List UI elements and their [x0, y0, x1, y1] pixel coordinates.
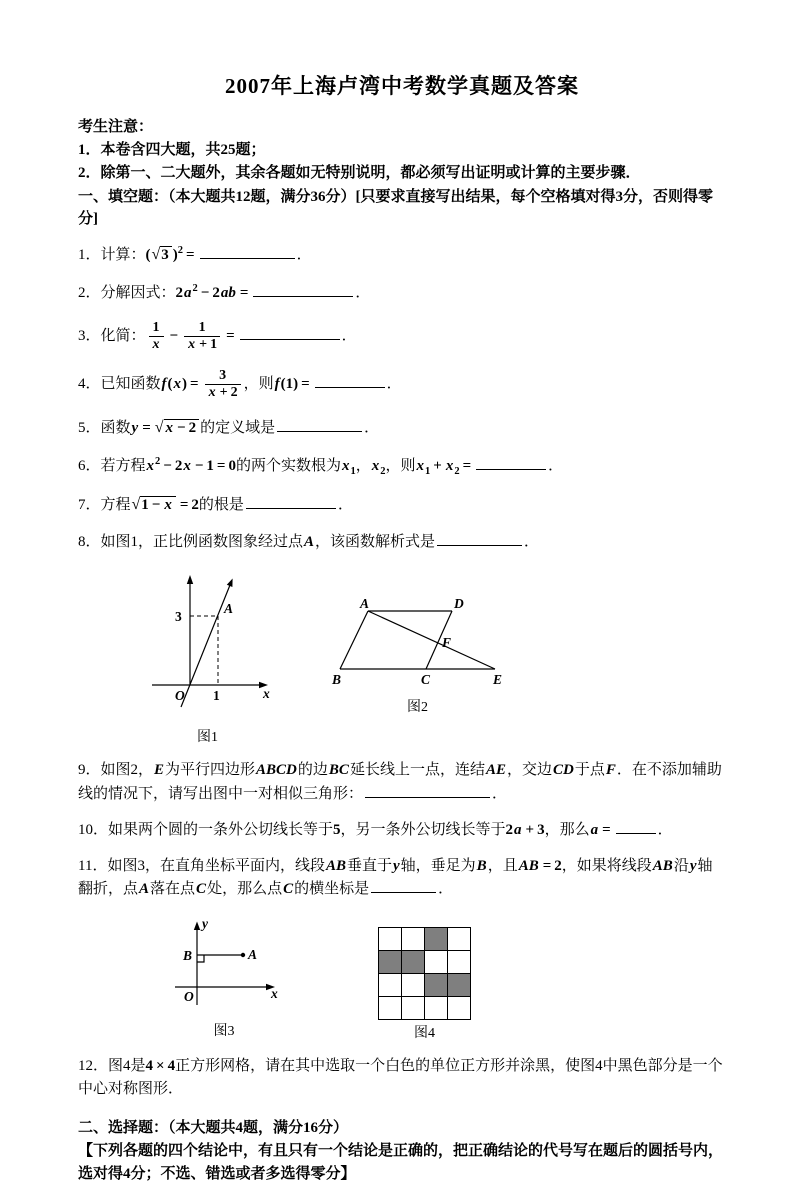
grid-cell: [425, 997, 448, 1020]
right-angle-mark: [197, 955, 204, 962]
answer-blank: [200, 244, 295, 259]
line-AE: [368, 611, 495, 669]
page-title: 2007年上海卢湾中考数学真题及答案: [225, 74, 579, 98]
answer-blank: [365, 783, 490, 798]
question-11: 11．如图3，在直角坐标平面内，线段AB垂直于y轴，垂足为B，且AB = 2，如果将线段AB沿y轴翻折，点A落在点C处，那么点C的横坐标是 ．: [78, 858, 713, 898]
grid-cell: [448, 928, 471, 951]
function-line-arrow: [227, 579, 233, 588]
grid-cell: [379, 928, 402, 951]
answer-blank: [476, 455, 546, 470]
grid-cell-shaded: [425, 974, 448, 997]
figure-3-caption: 图3: [213, 1023, 235, 1039]
fig3-label-B: B: [183, 947, 193, 963]
fig2-label-E: E: [493, 672, 503, 688]
question-7: 7．方程√1 − x = 2的根是 ．: [78, 496, 353, 514]
figure-3: [165, 915, 283, 1040]
function-line: [181, 585, 230, 707]
grid-cell: [448, 997, 471, 1020]
y-axis-arrow: [194, 921, 200, 930]
grid-cell-shaded: [425, 928, 448, 951]
grid-cell: [379, 974, 402, 997]
fig3-label-O: O: [184, 988, 194, 1004]
section-choice-heading: 二、选择题：（本大题共4题，满分16分）: [78, 1120, 349, 1137]
figure-2: [330, 597, 505, 716]
question-3: 3．化简： $\frac{1}{x}$ − $\frac{1}{x + 1}$ = ．: [78, 319, 357, 353]
fig2-label-A: A: [360, 597, 370, 612]
figure-1-caption: 图1: [197, 730, 218, 746]
fig1-label-1: 1: [213, 688, 220, 704]
point-A-dot: [241, 953, 245, 957]
fig1-label-O: O: [175, 688, 185, 704]
answer-blank: [246, 494, 336, 509]
line-AB: [340, 611, 368, 669]
question-2: 2．分解因式：$2a^2 - 2ab$ = ．: [78, 282, 371, 301]
question-9: 9．如图2，E为平行四边形ABCD的边BC延长线上一点，连结AE，交边CD于点F．在不添加辅助线的情况下，请写出图中一对相似三角形： ．: [78, 762, 722, 802]
notice-item-1: 1．本卷含四大题，共25题；: [78, 142, 266, 159]
figure-2-caption: 图2: [407, 700, 428, 716]
fig3-label-A: A: [248, 946, 258, 962]
answer-blank: [253, 282, 353, 297]
answer-blank: [277, 417, 362, 432]
grid-cell: [448, 951, 471, 974]
question-5: 5．函数y = √ x − 2 的定义域是 ．: [78, 419, 380, 437]
grid-cell-shaded: [448, 974, 471, 997]
section-fill-heading: 一、填空题：（本大题共12题，满分36分）[只要求直接写出结果，每个空格填对得3分，否则得零分]: [78, 188, 713, 227]
question-1: 1．计算：(√3 )$^2$ = ．: [78, 244, 312, 263]
grid-cell: [379, 997, 402, 1020]
figure-4: [378, 927, 471, 1042]
figure-1: [140, 567, 275, 746]
grid-cell: [402, 997, 425, 1020]
answer-blank: [437, 531, 522, 546]
fig3-label-y: y: [202, 915, 208, 931]
fig3-label-x: x: [271, 985, 278, 1001]
notice-item-2: 2．除第一、二大题外，其余各题如无特别说明，都必须写出证明或计算的主要步骤．: [78, 165, 641, 182]
question-8: 8．如图1，正比例函数图象经过点A，该函数解析式是 ．: [78, 531, 726, 554]
section-choice-note: 【下列各题的四个结论中，有且只有一个结论是正确的，把正确结论的代号写在题后的圆括号内，选对得4分；不选、错选或者多选得零分】: [78, 1143, 724, 1182]
figure-row-2: [165, 915, 726, 1042]
figure-1-graph: [140, 567, 275, 719]
fig2-label-B: B: [332, 672, 342, 688]
grid-cell: [425, 951, 448, 974]
figure-3-graph: [165, 915, 283, 1013]
answer-blank: [315, 373, 385, 388]
grid-cell: [402, 928, 425, 951]
fig2-label-D: D: [454, 597, 464, 612]
grid-cell: [402, 974, 425, 997]
notice-heading: 考生注意：: [78, 119, 154, 135]
answer-blank: [371, 878, 436, 893]
fig1-label-A: A: [224, 601, 234, 617]
question-12: 12．图4是4 × 4正方形网格，请在其中选取一个白色的单位正方形并涂黑，使图4中黑色部分是一个中心对称图形．: [78, 1057, 723, 1097]
figure-4-caption: 图4: [414, 1025, 435, 1041]
y-axis-arrow: [187, 575, 193, 584]
figure-2-graph: [330, 597, 505, 689]
answer-blank: [240, 325, 340, 340]
grid-cell-shaded: [379, 951, 402, 974]
grid-cell-shaded: [402, 951, 425, 974]
fig2-label-C: C: [421, 672, 431, 688]
question-6: 6．若方程$x^2 - 2x - 1 = 0$的两个实数根为$x_1$，$x_2$，则$x_1 + x_2$ = ．: [78, 456, 564, 478]
question-4: 4．已知函数f(x) = $\frac{3}{x + 2}$ ，则f(1) = ．: [78, 368, 402, 401]
figure-row-1: [140, 567, 726, 746]
answer-blank: [616, 819, 656, 834]
figure-4-grid: [378, 927, 471, 1020]
question-10: 10．如果两个圆的一条外公切线长等于5，另一条外公切线长等于2a + 3，那么a = ．: [78, 819, 726, 842]
fig1-label-x: x: [263, 686, 270, 702]
fig2-label-F: F: [442, 635, 452, 651]
fig1-label-3: 3: [175, 609, 182, 625]
